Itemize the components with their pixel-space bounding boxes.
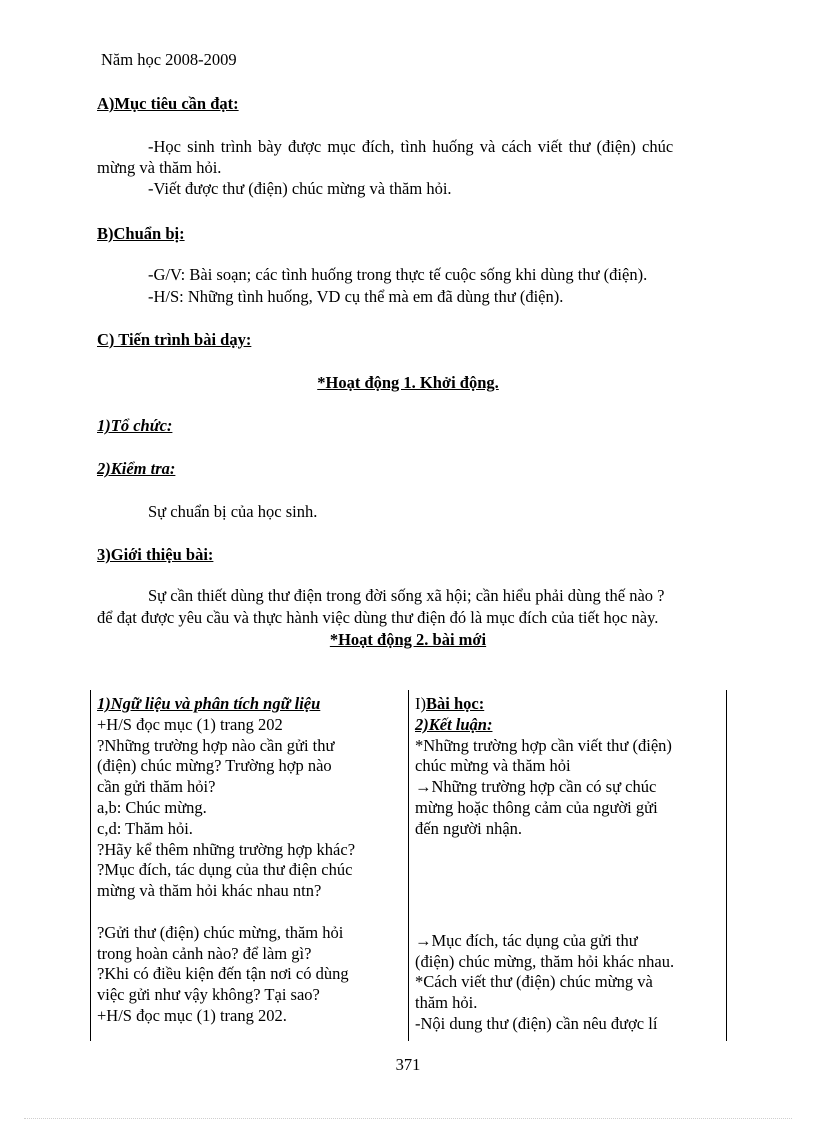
right-spacer	[415, 902, 674, 923]
check-text: Sự chuẩn bị của học sinh.	[148, 502, 318, 521]
left-line: mừng và thăm hỏi khác nhau ntn?	[97, 881, 322, 901]
right-spacer	[415, 860, 674, 881]
right-line: đến người nhận.	[415, 818, 523, 838]
left-line: a,b: Chúc mừng.	[97, 797, 207, 817]
section-a-line1a: -Học sinh trình bày được mục đích, tình huống và cách viết thư (điện) chúc	[148, 137, 674, 156]
left-line: ?Những trường hợp nào cần gửi thư	[97, 735, 335, 755]
check-heading: 2)Kiểm tra:	[97, 459, 176, 478]
right-spacer	[415, 840, 674, 861]
right-column-heading	[415, 694, 674, 715]
table-left-border	[90, 690, 91, 1041]
left-line: ?Gửi thư (điện) chúc mừng, thăm hỏi	[97, 922, 344, 942]
right-line: mừng hoặc thông cảm của người gửi	[415, 797, 658, 817]
left-line: c,d: Thăm hỏi.	[97, 818, 193, 838]
left-line: ?Mục đích, tác dụng của thư điện chúc	[97, 860, 353, 880]
heading-text: Bài học:	[426, 694, 485, 713]
left-line: ?Hãy kể thêm những trường hợp khác?	[97, 839, 356, 859]
section-a-heading: A)Mục tiêu cần đạt:	[97, 94, 239, 113]
left-line: trong hoàn cảnh nào? để làm gì?	[97, 943, 312, 963]
org-heading: 1)Tổ chức:	[97, 416, 173, 435]
page-bottom-divider	[24, 1118, 792, 1119]
right-column-subheading: 2)Kết luận:	[415, 714, 493, 734]
right-line: →Những trường hợp cần có sự chúc	[415, 777, 657, 797]
left-spacer	[97, 902, 355, 923]
section-b-heading: B)Chuẩn bị:	[97, 224, 185, 243]
school-year: Năm học 2008-2009	[101, 50, 237, 69]
section-b-line1: -G/V: Bài soạn; các tình huống trong thực tế cuộc sống khi dùng thư (điện).	[148, 265, 648, 284]
table-right-border	[726, 690, 727, 1041]
activity2-title: *Hoạt động 2. bài mới	[329, 630, 487, 649]
section-b-line2: -H/S: Những tình huống, VD cụ thể mà em đã dùng thư (điện).	[148, 287, 564, 306]
lesson-table	[90, 690, 727, 1041]
table-left-column	[97, 694, 355, 1027]
intro-heading: 3)Giới thiệu bài:	[97, 545, 214, 564]
left-line: cần gửi thăm hỏi?	[97, 777, 216, 797]
section-c-heading: C) Tiến trình bài dạy:	[97, 330, 252, 349]
heading-prefix: I)	[415, 694, 426, 713]
section-a-line2: -Viết được thư (điện) chúc mừng và thăm hỏi.	[148, 179, 452, 198]
right-line: -Nội dung thư (điện) cần nêu được lí	[415, 1013, 658, 1033]
left-column-heading: 1)Ngữ liệu và phân tích ngữ liệu	[97, 694, 321, 713]
page-number: 371	[395, 1055, 421, 1074]
left-line: +H/S đọc mục (1) trang 202	[97, 714, 283, 734]
section-a-line1b: mừng và thăm hỏi.	[97, 158, 222, 177]
right-line: (điện) chúc mừng, thăm hỏi khác nhau.	[415, 951, 675, 971]
right-line: chúc mừng và thăm hỏi	[415, 756, 571, 776]
table-middle-border	[408, 690, 409, 1041]
table-right-column	[415, 694, 674, 1035]
intro-line1: Sự cần thiết dùng thư điện trong đời sống xã hội; cần hiểu phải dùng thế nào ?	[148, 586, 665, 605]
left-line: việc gửi như vậy không? Tại sao?	[97, 985, 320, 1005]
left-line: +H/S đọc mục (1) trang 202.	[97, 1005, 287, 1025]
right-line: →Mục đích, tác dụng của gửi thư	[415, 930, 638, 950]
left-line: (điện) chúc mừng? Trường hợp nào	[97, 756, 332, 776]
right-line: thăm hỏi.	[415, 993, 478, 1013]
activity1-title: *Hoạt động 1. Khởi động.	[317, 373, 499, 392]
left-line: ?Khi có điều kiện đến tận nơi có dùng	[97, 964, 349, 984]
right-line: *Cách viết thư (điện) chúc mừng và	[415, 972, 653, 992]
intro-line2: để đạt được yêu cầu và thực hành việc dùng thư điện đó là mục đích của tiết học này.	[97, 608, 659, 627]
right-spacer	[415, 881, 674, 902]
right-line: *Những trường hợp cần viết thư (điện)	[415, 735, 672, 755]
